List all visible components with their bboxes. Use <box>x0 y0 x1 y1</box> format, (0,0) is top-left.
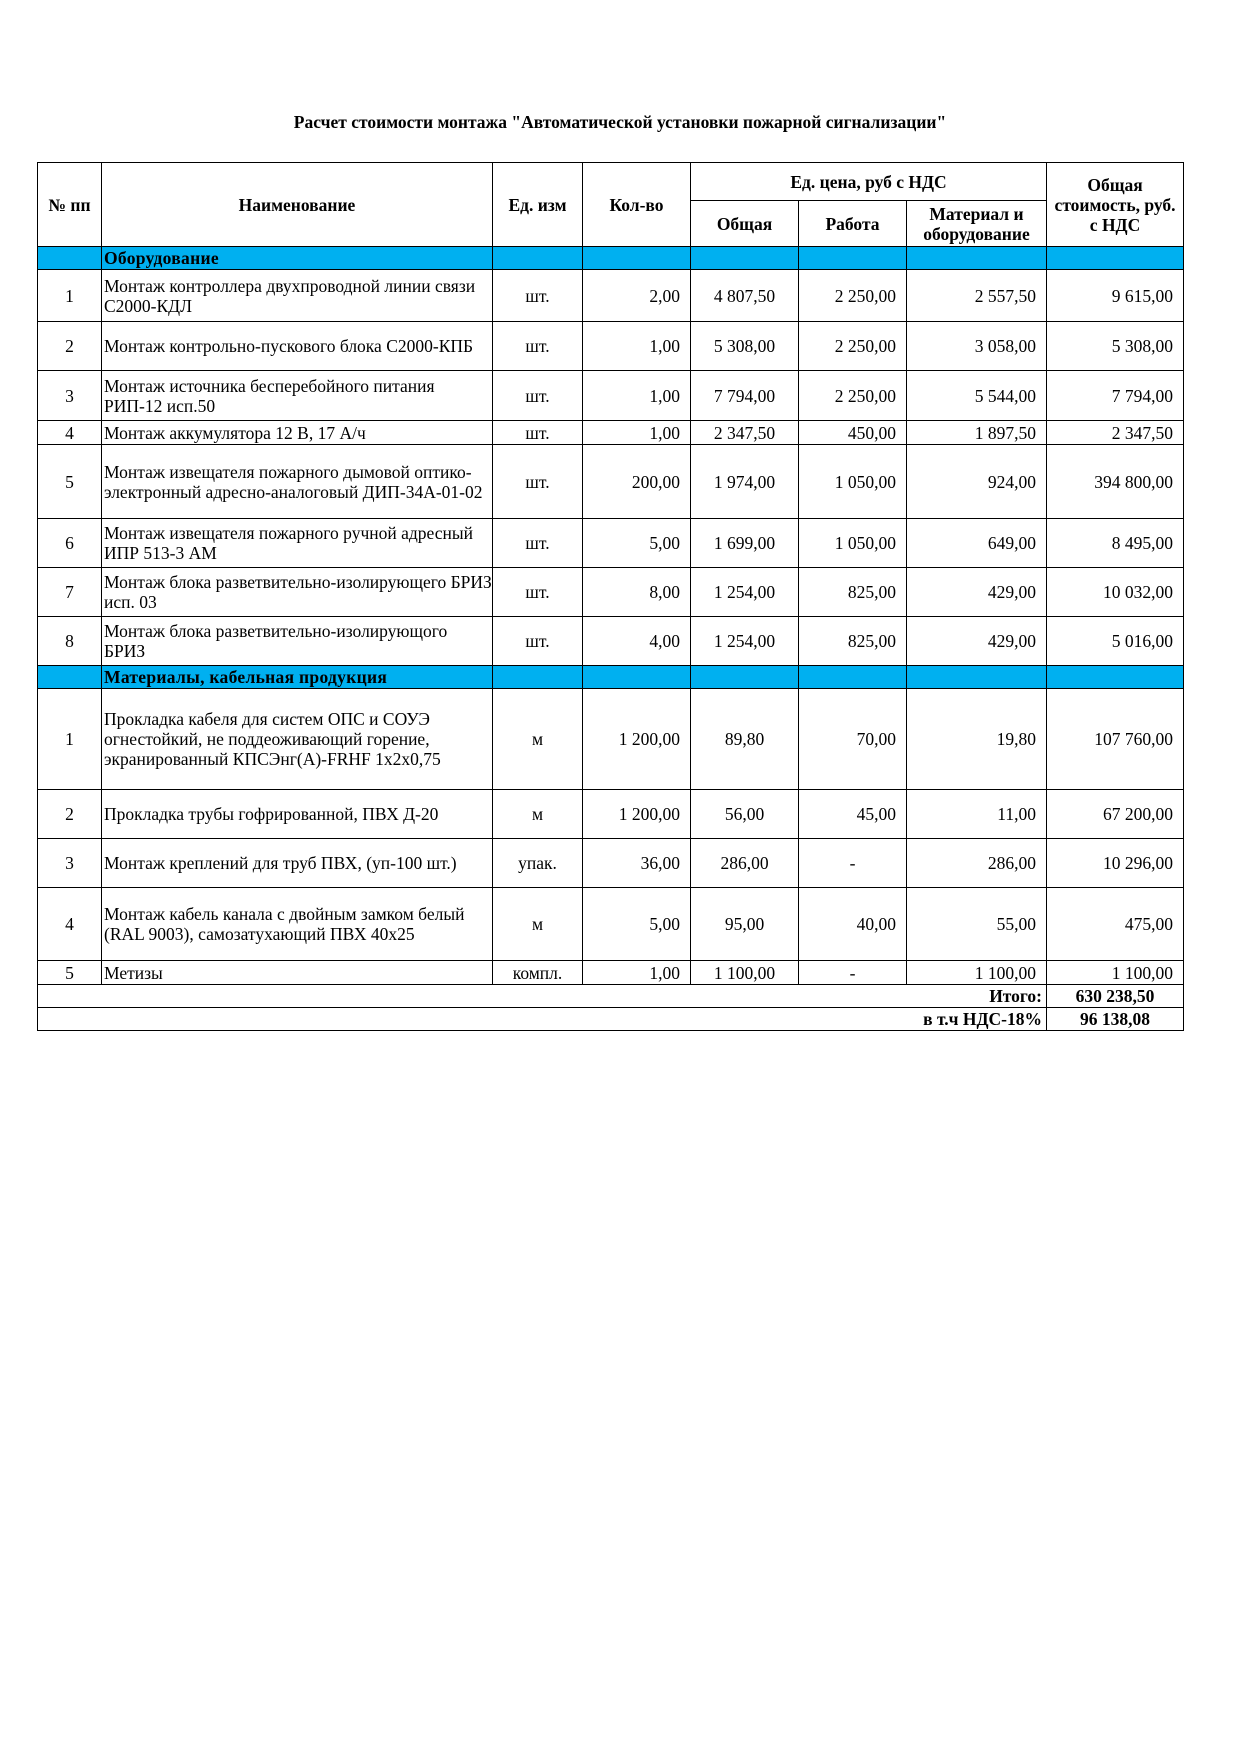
row-name: Монтаж креплений для труб ПВХ, (уп-100 шт.) <box>102 839 493 888</box>
row-qty: 5,00 <box>583 519 691 568</box>
section-title: Материалы, кабельная продукция <box>102 666 493 689</box>
row-price-total: 1 974,00 <box>691 445 799 519</box>
row-number: 8 <box>38 617 102 666</box>
header-price-work: Работа <box>799 201 907 247</box>
table-row <box>38 519 1184 568</box>
row-number: 4 <box>38 888 102 961</box>
row-price-total: 5 308,00 <box>691 322 799 371</box>
row-price-material: 3 058,00 <box>907 322 1047 371</box>
row-price-total: 7 794,00 <box>691 371 799 421</box>
section-empty-cell <box>691 247 799 270</box>
table-row <box>38 322 1184 371</box>
section-empty-cell <box>38 247 102 270</box>
row-total: 5 308,00 <box>1047 322 1184 371</box>
row-price-total: 4 807,50 <box>691 270 799 322</box>
row-qty: 1 200,00 <box>583 790 691 839</box>
row-qty: 200,00 <box>583 445 691 519</box>
row-total: 7 794,00 <box>1047 371 1184 421</box>
section-empty-cell <box>493 666 583 689</box>
total-value: 630 238,50 <box>1047 985 1184 1008</box>
section-empty-cell <box>583 666 691 689</box>
header-name: Наименование <box>102 163 493 247</box>
row-price-material: 649,00 <box>907 519 1047 568</box>
header-price-total: Общая <box>691 201 799 247</box>
document-title: Расчет стоимости монтажа "Автоматической установки пожарной сигнализации" <box>293 112 947 132</box>
table-row <box>38 839 1184 888</box>
header-total: Общая стоимость, руб. с НДС <box>1047 163 1184 247</box>
row-total: 8 495,00 <box>1047 519 1184 568</box>
row-price-work: 40,00 <box>799 888 907 961</box>
section-empty-cell <box>1047 247 1184 270</box>
table-row <box>38 270 1184 322</box>
row-total: 10 032,00 <box>1047 568 1184 617</box>
header-qty: Кол-во <box>583 163 691 247</box>
row-name: Монтаж кабель канала с двойным замком белый (RAL 9003), самозатухающий ПВХ 40х25 <box>102 888 493 961</box>
section-empty-cell <box>38 666 102 689</box>
row-qty: 4,00 <box>583 617 691 666</box>
row-price-total: 1 100,00 <box>691 961 799 985</box>
row-price-total: 89,80 <box>691 689 799 790</box>
row-qty: 8,00 <box>583 568 691 617</box>
header-unit: Ед. изм <box>493 163 583 247</box>
row-price-work: 2 250,00 <box>799 270 907 322</box>
row-unit: м <box>493 888 583 961</box>
table-row <box>38 689 1184 790</box>
table-row <box>38 888 1184 961</box>
table-row <box>38 445 1184 519</box>
section-empty-cell <box>493 247 583 270</box>
row-price-work: 2 250,00 <box>799 322 907 371</box>
row-price-work: 1 050,00 <box>799 445 907 519</box>
section-header-row <box>38 666 1184 689</box>
table-row <box>38 961 1184 985</box>
row-price-work: 450,00 <box>799 421 907 445</box>
section-empty-cell <box>907 247 1047 270</box>
table-row <box>38 790 1184 839</box>
row-total: 10 296,00 <box>1047 839 1184 888</box>
row-price-total: 286,00 <box>691 839 799 888</box>
row-name: Метизы <box>102 961 493 985</box>
total-label: Итого: <box>38 985 1047 1008</box>
row-price-material: 429,00 <box>907 568 1047 617</box>
row-price-work: 1 050,00 <box>799 519 907 568</box>
row-name: Монтаж аккумулятора 12 В, 17 А/ч <box>102 421 493 445</box>
row-number: 4 <box>38 421 102 445</box>
row-total: 1 100,00 <box>1047 961 1184 985</box>
row-price-material: 1 100,00 <box>907 961 1047 985</box>
section-header-row <box>38 247 1184 270</box>
row-price-work: - <box>799 961 907 985</box>
row-number: 2 <box>38 322 102 371</box>
row-name: Монтаж контроллера двухпроводной линии связи С2000-КДЛ <box>102 270 493 322</box>
header-price-material: Материал и оборудование <box>907 201 1047 247</box>
table-body <box>38 247 1184 985</box>
row-number: 5 <box>38 961 102 985</box>
estimate-table <box>37 162 1184 1031</box>
row-price-material: 286,00 <box>907 839 1047 888</box>
row-number: 6 <box>38 519 102 568</box>
row-price-total: 95,00 <box>691 888 799 961</box>
row-total: 107 760,00 <box>1047 689 1184 790</box>
row-total: 67 200,00 <box>1047 790 1184 839</box>
row-name: Монтаж источника бесперебойного питания РИП-12 исп.50 <box>102 371 493 421</box>
row-qty: 1,00 <box>583 421 691 445</box>
row-price-work: - <box>799 839 907 888</box>
row-price-material: 19,80 <box>907 689 1047 790</box>
row-price-material: 55,00 <box>907 888 1047 961</box>
table-row <box>38 371 1184 421</box>
section-empty-cell <box>583 247 691 270</box>
row-name: Монтаж извещателя пожарного дымовой оптико-электронный адресно-аналоговый ДИП-34А-01-02 <box>102 445 493 519</box>
row-price-material: 429,00 <box>907 617 1047 666</box>
row-total: 2 347,50 <box>1047 421 1184 445</box>
row-price-total: 1 254,00 <box>691 617 799 666</box>
row-price-material: 5 544,00 <box>907 371 1047 421</box>
row-qty: 1,00 <box>583 322 691 371</box>
row-price-total: 2 347,50 <box>691 421 799 445</box>
row-number: 7 <box>38 568 102 617</box>
row-name: Монтаж контрольно-пускового блока С2000-КПБ <box>102 322 493 371</box>
total-row <box>38 985 1184 1008</box>
section-empty-cell <box>691 666 799 689</box>
row-unit: шт. <box>493 371 583 421</box>
row-unit: упак. <box>493 839 583 888</box>
row-price-total: 1 699,00 <box>691 519 799 568</box>
header-row-top <box>38 163 1184 201</box>
row-qty: 36,00 <box>583 839 691 888</box>
row-price-total: 1 254,00 <box>691 568 799 617</box>
row-total: 9 615,00 <box>1047 270 1184 322</box>
row-name: Монтаж блока разветвительно-изолирующого БРИЗ <box>102 617 493 666</box>
section-empty-cell <box>1047 666 1184 689</box>
table-row <box>38 617 1184 666</box>
row-number: 1 <box>38 270 102 322</box>
row-price-material: 1 897,50 <box>907 421 1047 445</box>
row-unit: шт. <box>493 445 583 519</box>
row-unit: шт. <box>493 568 583 617</box>
row-price-work: 2 250,00 <box>799 371 907 421</box>
row-unit: шт. <box>493 322 583 371</box>
row-unit: шт. <box>493 421 583 445</box>
row-price-work: 825,00 <box>799 617 907 666</box>
row-number: 5 <box>38 445 102 519</box>
row-name: Прокладка кабеля для систем ОПС и СОУЭ огнестойкий, не поддеоживающий горение, экранированный КПСЭнг(А)-FRHF 1х2х0,75 <box>102 689 493 790</box>
row-total: 475,00 <box>1047 888 1184 961</box>
row-name: Монтаж блока разветвительно-изолирующего БРИЗ исп. 03 <box>102 568 493 617</box>
row-number: 3 <box>38 839 102 888</box>
row-qty: 1,00 <box>583 961 691 985</box>
table-row <box>38 421 1184 445</box>
row-qty: 2,00 <box>583 270 691 322</box>
row-price-material: 924,00 <box>907 445 1047 519</box>
section-empty-cell <box>799 666 907 689</box>
row-number: 1 <box>38 689 102 790</box>
row-unit: м <box>493 790 583 839</box>
vat-value: 96 138,08 <box>1047 1008 1184 1031</box>
row-number: 2 <box>38 790 102 839</box>
row-qty: 5,00 <box>583 888 691 961</box>
section-empty-cell <box>799 247 907 270</box>
section-empty-cell <box>907 666 1047 689</box>
table-row <box>38 568 1184 617</box>
row-unit: компл. <box>493 961 583 985</box>
vat-row <box>38 1008 1184 1031</box>
row-price-work: 45,00 <box>799 790 907 839</box>
row-price-work: 825,00 <box>799 568 907 617</box>
row-unit: шт. <box>493 519 583 568</box>
row-total: 5 016,00 <box>1047 617 1184 666</box>
row-price-material: 11,00 <box>907 790 1047 839</box>
row-name: Монтаж извещателя пожарного ручной адресный ИПР 513-3 АМ <box>102 519 493 568</box>
row-number: 3 <box>38 371 102 421</box>
row-total: 394 800,00 <box>1047 445 1184 519</box>
row-unit: м <box>493 689 583 790</box>
row-price-total: 56,00 <box>691 790 799 839</box>
row-unit: шт. <box>493 617 583 666</box>
row-price-material: 2 557,50 <box>907 270 1047 322</box>
header-num: № пп <box>38 163 102 247</box>
header-unit-price: Ед. цена, руб с НДС <box>691 163 1047 201</box>
row-price-work: 70,00 <box>799 689 907 790</box>
row-unit: шт. <box>493 270 583 322</box>
row-name: Прокладка трубы гофрированной, ПВХ Д-20 <box>102 790 493 839</box>
vat-label: в т.ч НДС-18% <box>38 1008 1047 1031</box>
row-qty: 1,00 <box>583 371 691 421</box>
section-title: Оборудование <box>102 247 493 270</box>
row-qty: 1 200,00 <box>583 689 691 790</box>
